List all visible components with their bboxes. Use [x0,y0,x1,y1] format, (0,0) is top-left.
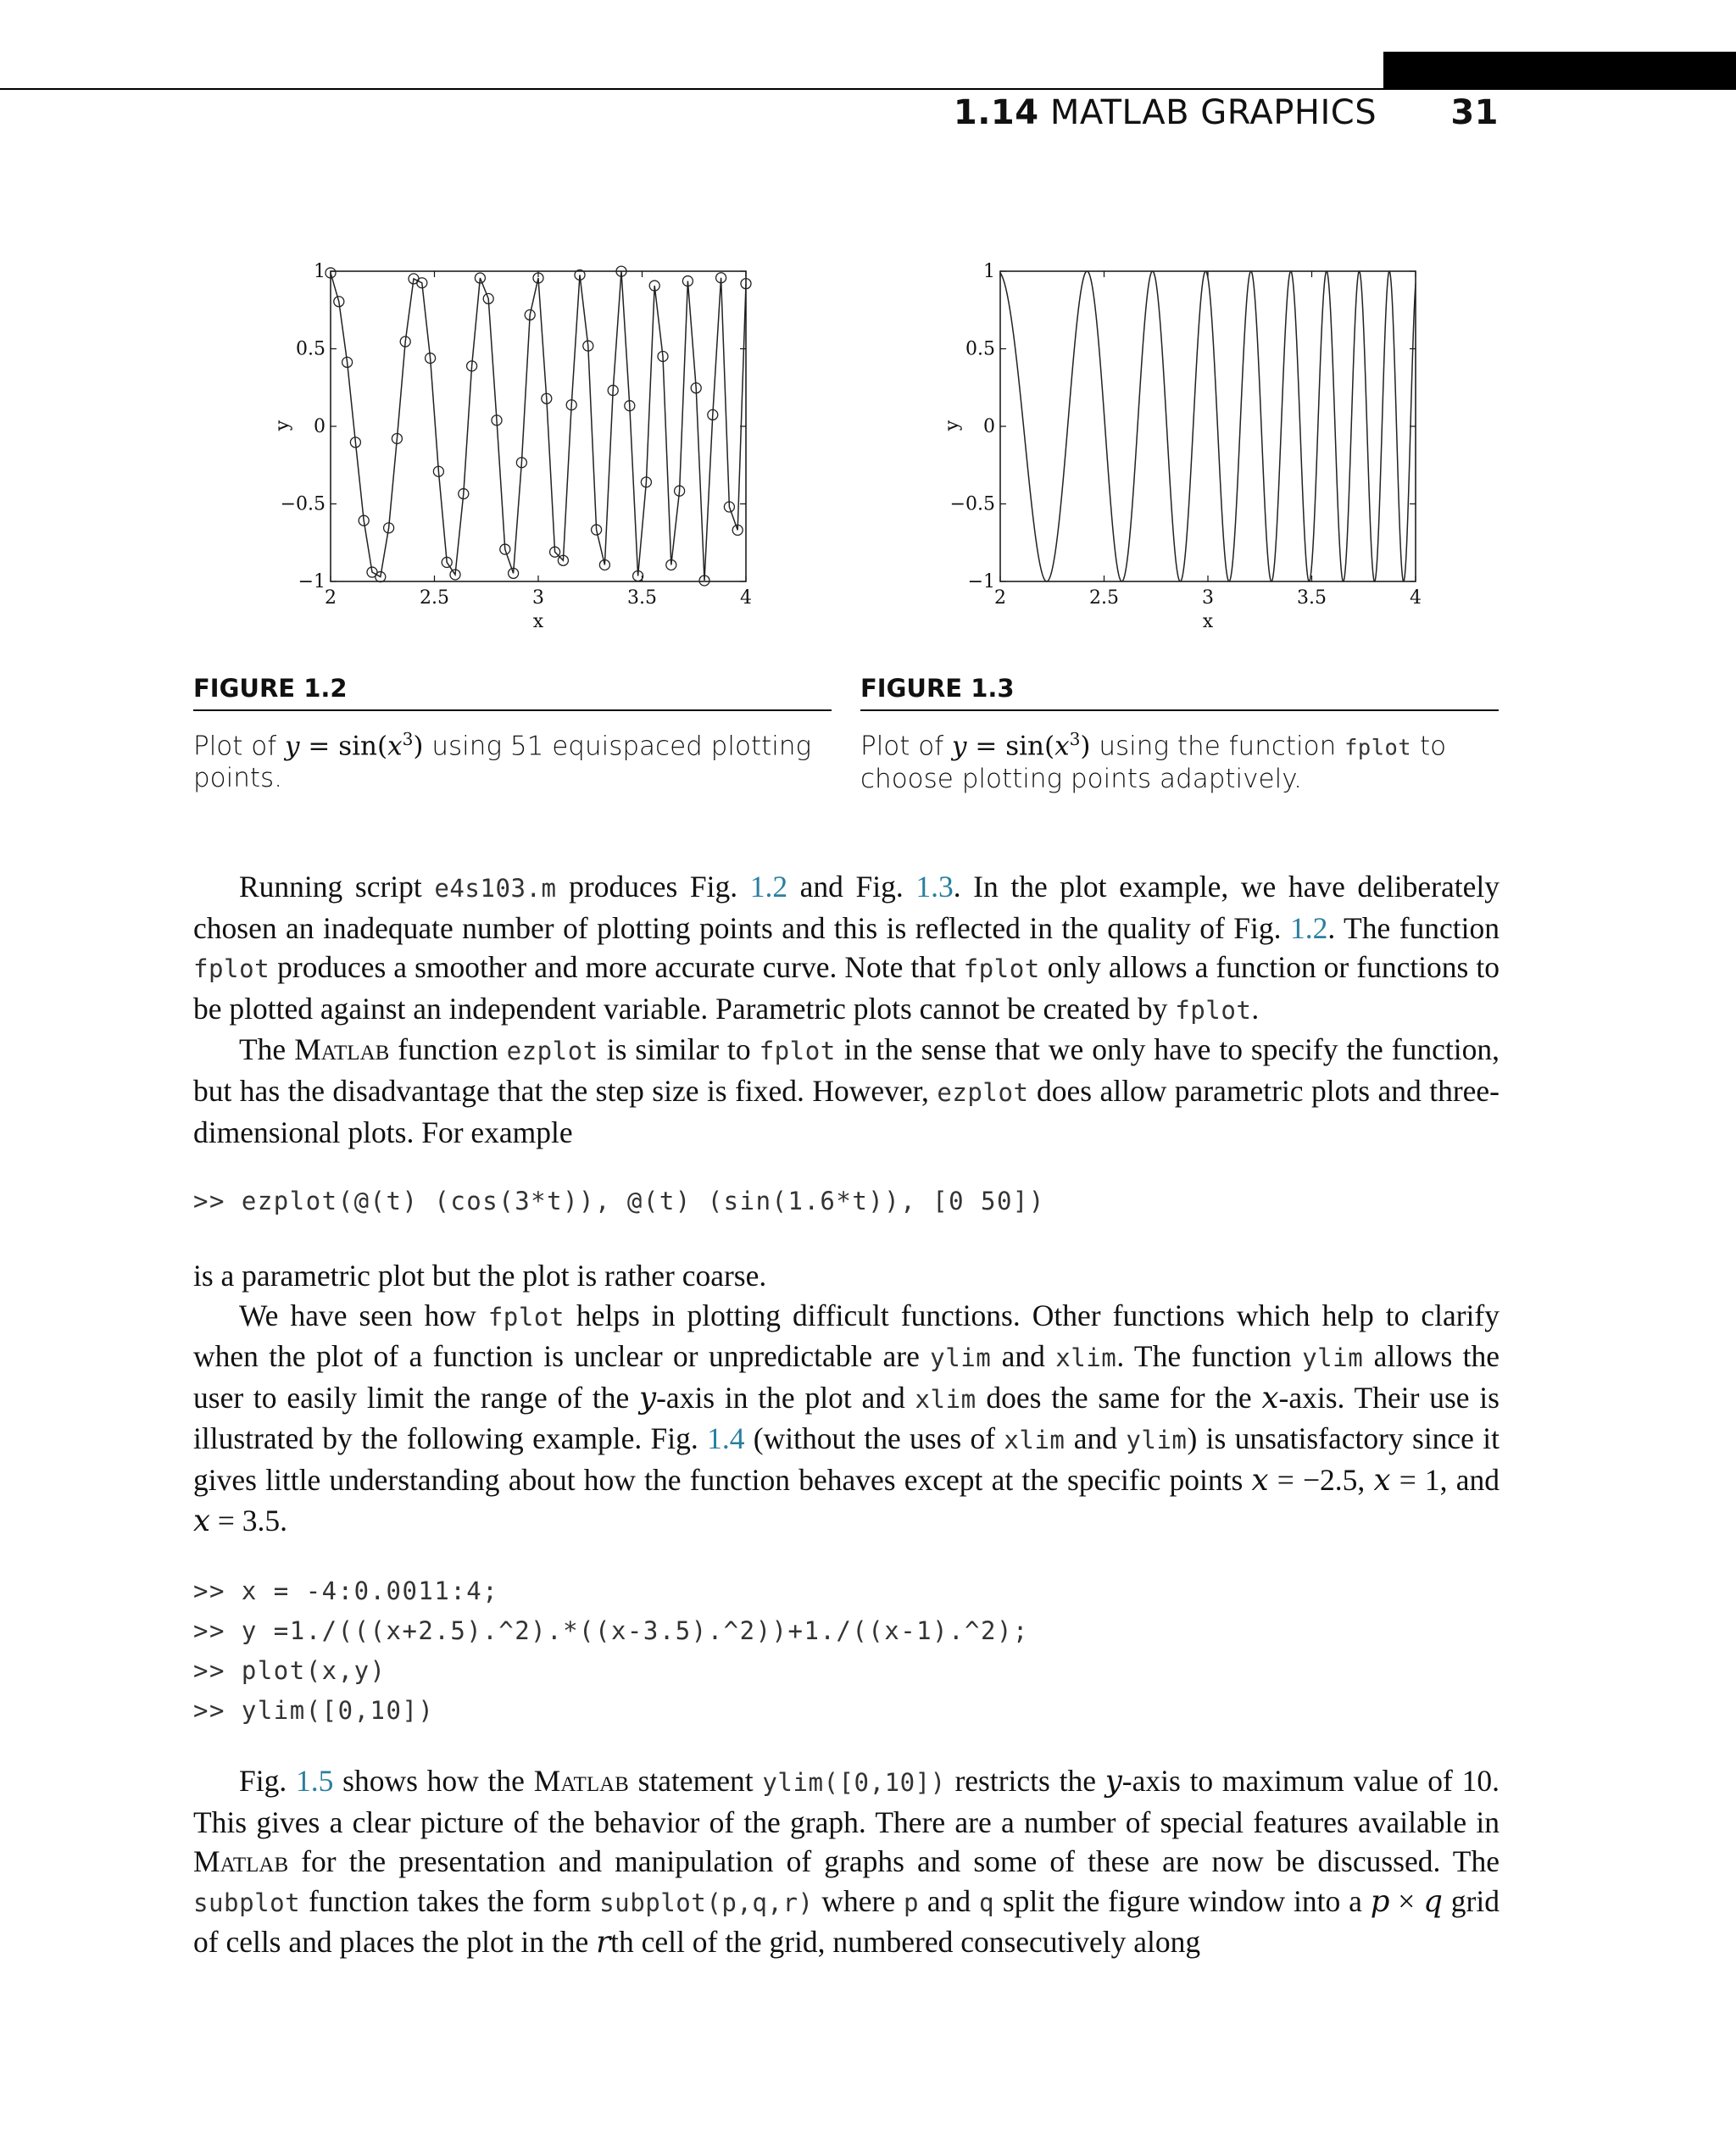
fig2-plot-frame [331,271,746,581]
header-rule [0,88,1736,90]
fig3-ylabel: y [942,420,963,431]
code-block-ezplot [193,1182,1045,1221]
fig2-ytick-label: −1 [298,571,326,592]
fig3-xtick-label: 3 [1202,587,1214,609]
code-line: >> ylim([0,10]) [193,1696,435,1725]
fig3-ytick-label: 0 [983,416,995,437]
figure-1-2-label: FIGURE 1.2 [193,674,832,711]
code-block-ylim-example [193,1571,1029,1731]
fig3-xlabel: x [1202,611,1214,632]
fig2-xlabel: x [532,611,544,632]
paragraph-4: We have seen how fplot helps in plotting difficult functions. Other functions which help to clarify when the plot of a function is unclear or unpredictable are ylim and xlim. The function ylim allows the user to easily limit the range of the y-axis in the plot and xlim does the same for the x-axis. Their use is illustrated by the following example. Fig. 1.4 (without the uses of xlim and ylim) is unsatisfactory since it gives little understanding about how the function behaves except at the specific points x = −2.5, x = 1, and x = 3.5. [193,1298,1500,1538]
fig-ref-1-4[interactable]: 1.4 [707,1421,745,1456]
figure-1-2-caption-text: Plot of $y = \sin(x^3)$ using 51 equispaced plotting points. [193,729,812,794]
fig2-ytick-label: 0.5 [296,338,326,360]
fig3-xtick-label: 4 [1410,587,1422,609]
fig2-xtick-label: 3.5 [627,587,657,609]
body-text-block-1 [193,867,1500,1152]
page-number: 31 [1450,93,1499,132]
fig2-xtick-label: 3 [532,587,544,609]
fig2-xtick-label: 4 [740,587,752,609]
fig-ref-1-3[interactable]: 1.3 [915,870,954,904]
fig2-xtick-label: 2.5 [420,587,449,609]
running-header [954,93,1499,132]
fig3-ytick-label: −1 [967,571,995,592]
paragraph-3: is a parametric plot but the plot is rather coarse. [193,1259,767,1293]
fig-ref-1-2[interactable]: 1.2 [1290,910,1328,945]
fig3-axes [942,261,1422,632]
code-line: >> ezplot(@(t) (cos(3*t)), @(t) (sin(1.6*t)), [0 50]) [193,1187,1045,1215]
figure-1-3-plot [915,254,1441,644]
fig2-ytick-label: −0.5 [280,493,326,515]
paragraph-2: The Matlab function ezplot is similar to fplot in the sense that we only have to specify the function, but has the disadvantage that the step size is fixed. However, ezplot does allow parametric plots and three-dimensional plots. For example [193,1032,1500,1149]
section-title: MATLAB GRAPHICS [1049,93,1377,132]
code-line: >> plot(x,y) [193,1656,387,1685]
body-text-block-3 [193,1761,1500,1963]
section-number: 1.14 [953,93,1039,132]
fig2-ytick-label: 1 [314,261,326,282]
paragraph-5: Fig. 1.5 shows how the Matlab statement ylim([0,10]) restricts the y-axis to maximum value of 10. This gives a clear picture of the behavior of the graph. There are a number of special features available in Matlab for the presentation and manipulation of graphs and some of these are now be discussed. The subplot function takes the form subplot(p,q,r) where p and q split the figure window into a p × q grid of cells and places the plot in the rth cell of the grid, numbered consecutively along [193,1764,1500,1960]
fig3-xtick-label: 2.5 [1089,587,1119,609]
fig2-ylabel: y [272,420,293,431]
fig3-series-line [1000,271,1416,581]
header-bar [1383,52,1736,89]
fig2-xtick-label: 2 [325,587,337,609]
fig2-axes [272,261,752,632]
fig3-plot-frame [1000,271,1416,581]
body-text-block-2 [193,1256,1500,1541]
fig2-series-line [331,271,746,581]
fig3-ytick-label: 0.5 [965,338,995,360]
code-line: >> x = -4:0.0011:4; [193,1577,499,1605]
fig-ref-1-2[interactable]: 1.2 [749,870,788,904]
figure-1-3-caption-text: Plot of $y = \sin(x^3)$ using the function fplot to choose plotting points adaptively. [860,729,1447,795]
fig2-ytick-label: 0 [314,416,326,437]
fig-ref-1-5[interactable]: 1.5 [296,1764,334,1798]
figure-1-2-plot [246,254,771,644]
fig3-ytick-label: 1 [983,261,995,282]
fig3-xtick-label: 2 [994,587,1006,609]
figure-1-3-caption [860,674,1499,795]
fig3-xtick-label: 3.5 [1297,587,1327,609]
figure-1-3-label: FIGURE 1.3 [860,674,1499,711]
code-line: >> y =1./(((x+2.5).^2).*((x-3.5).^2))+1./((x-1).^2); [193,1616,1029,1645]
figure-1-2-caption [193,674,832,794]
paragraph-1: Running script e4s103.m produces Fig. 1.2 and Fig. 1.3. In the plot example, we have deliberately chosen an inadequate number of plotting points and this is reflected in the quality of Fig. 1.2. The function fplot produces a smoother and more accurate curve. Note that fplot only allows a function or functions to be plotted against an independent variable. Parametric plots cannot be created by fplot. [193,870,1500,1026]
fig3-ytick-label: −0.5 [949,493,995,515]
